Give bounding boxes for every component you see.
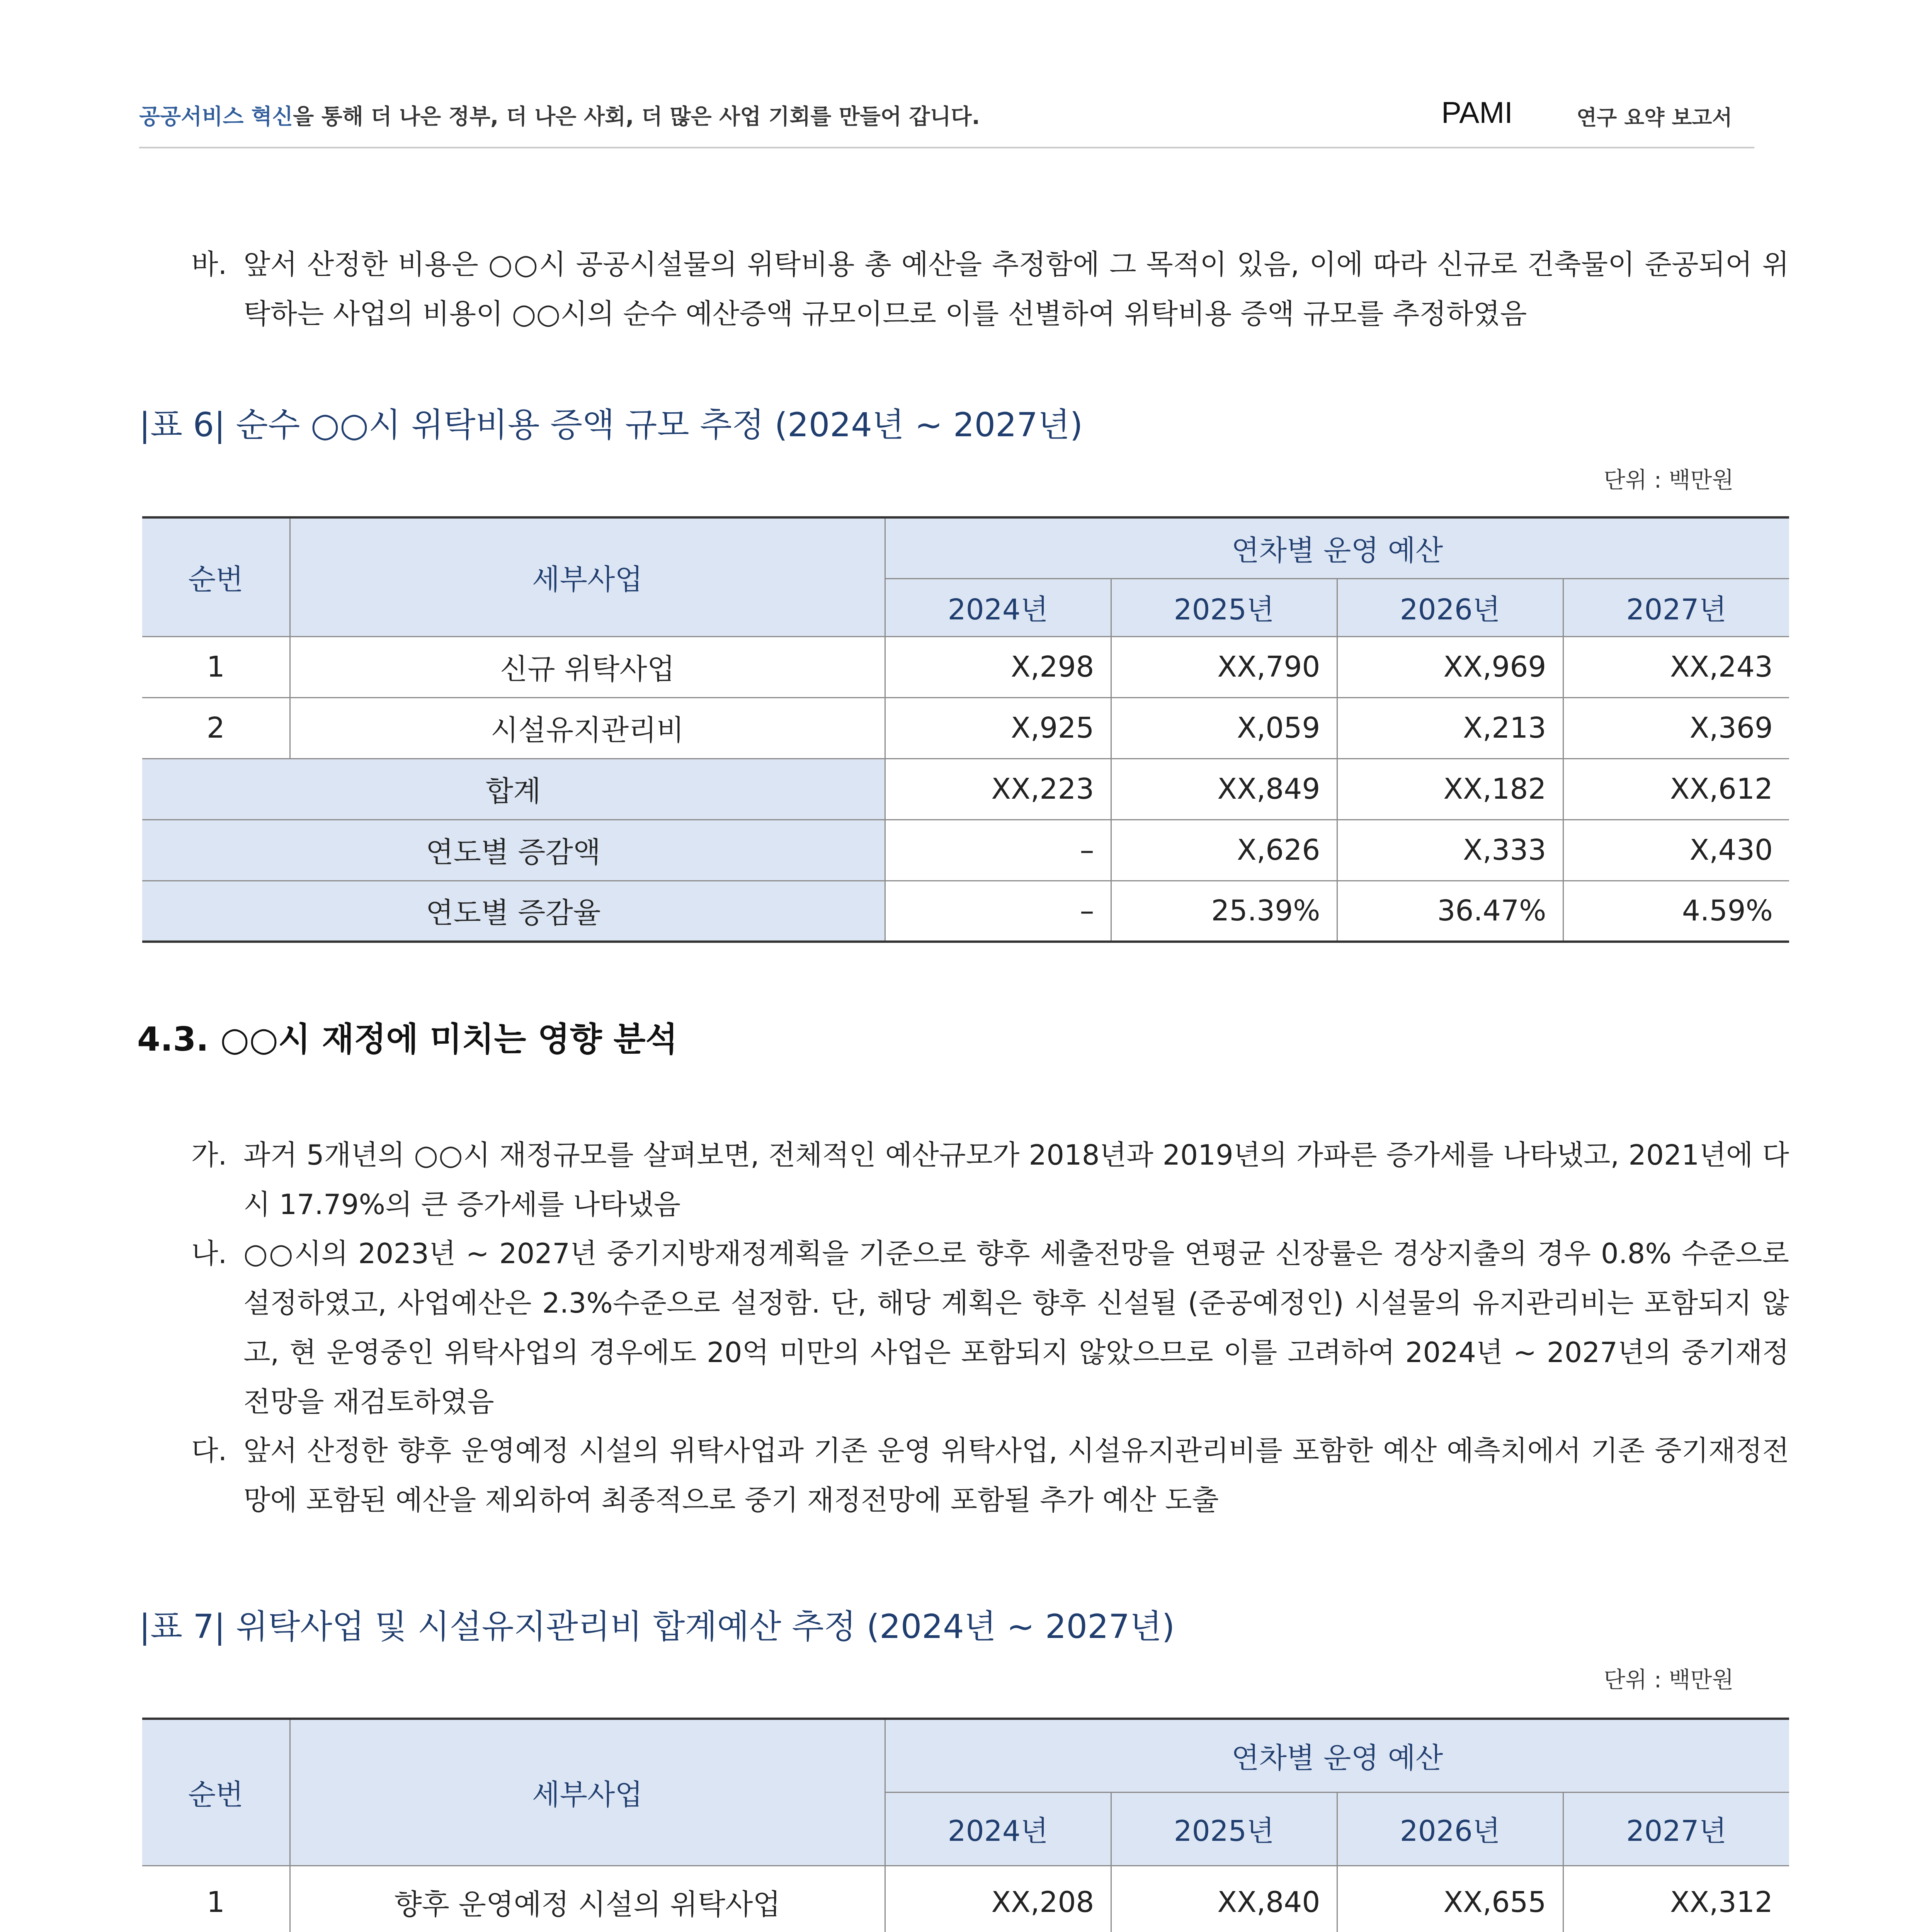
paragraph-marker: 다. bbox=[191, 1434, 227, 1467]
cell-value: X,925 bbox=[885, 697, 1111, 759]
cell-value: XX,223 bbox=[885, 759, 1111, 820]
paragraph-marker: 바. bbox=[191, 248, 227, 281]
cell-value: X,059 bbox=[1111, 697, 1337, 759]
col-header-item: 세부사업 bbox=[290, 1719, 885, 1866]
col-header-year: 2027년 bbox=[1563, 1792, 1789, 1866]
paragraph-marker: 나. bbox=[191, 1237, 227, 1270]
paragraph-marker: 가. bbox=[191, 1139, 227, 1171]
cell-value: XX,849 bbox=[1111, 759, 1337, 820]
slogan-highlight: 공공서비스 혁신 bbox=[139, 104, 293, 129]
table7 bbox=[142, 1718, 1789, 1932]
paragraph-text: 앞서 산정한 향후 운영예정 시설의 위탁사업과 기존 운영 위탁사업, 시설유지관리비를 포함한 예산 예측치에서 기존 중기재정전망에 포함된 예산을 제외하여 최종적으로 중기 재정전망에 포함될 추가 예산 도출 bbox=[243, 1434, 1789, 1516]
paragraph-ba bbox=[191, 240, 1806, 344]
table6 bbox=[142, 516, 1789, 943]
col-header-group: 연차별 운영 예산 bbox=[885, 517, 1789, 578]
col-header-item: 세부사업 bbox=[290, 517, 885, 636]
cell-no: 2 bbox=[142, 697, 290, 759]
col-header-year: 2025년 bbox=[1111, 1792, 1337, 1866]
cell-no: 1 bbox=[142, 636, 290, 697]
col-header-year: 2024년 bbox=[885, 578, 1111, 636]
cell-item: 신규 위탁사업 bbox=[290, 636, 885, 697]
cell-value: XX,182 bbox=[1337, 759, 1563, 820]
cell-value: – bbox=[885, 820, 1111, 881]
paragraph-ga bbox=[191, 1130, 1806, 1235]
paragraph-text: ○○시의 2023년 ~ 2027년 중기지방재정계획을 기준으로 향후 세출전망을 연평균 신장률은 경상지출의 경우 0.8% 수준으로 설정하였고, 사업예산은 2.3%수준으로 설정함. 단, 해당 계획은 향후 신설될 (준공예정인) 시설물의 유지관리비는 포함되지 않고, 현 운영중인 위탁사업의 경우에도 20억 미만의 사업은 포함되지 않았으므로 이를 고려하여 2024년 ~ 2027년의 중기재정전망을 재검토하였음 bbox=[243, 1237, 1789, 1418]
cell-total-label: 합계 bbox=[142, 759, 885, 820]
cell-value: XX,969 bbox=[1337, 636, 1563, 697]
table-row-change bbox=[142, 820, 1789, 881]
cell-value: 4.59% bbox=[1563, 881, 1789, 942]
cell-value: X,213 bbox=[1337, 697, 1563, 759]
table7-unit: 단위 : 백만원 bbox=[1604, 1667, 1734, 1693]
paragraph-text: 과거 5개년의 ○○시 재정규모를 살펴보면, 전체적인 예산규모가 2018년과 2019년의 가파른 증가세를 나타냈고, 2021년에 다시 17.79%의 큰 증가세를 나타냈음 bbox=[243, 1139, 1789, 1221]
cell-value: X,626 bbox=[1111, 820, 1337, 881]
col-header-year: 2026년 bbox=[1337, 578, 1563, 636]
cell-value: XX,655 bbox=[1337, 1866, 1563, 1932]
table6-caption: |표 6| 순수 ○○시 위탁비용 증액 규모 추정 (2024년 ~ 2027년) bbox=[139, 406, 1083, 444]
cell-value: 25.39% bbox=[1111, 881, 1337, 942]
col-header-no: 순번 bbox=[142, 1719, 290, 1866]
cell-value: XX,312 bbox=[1563, 1866, 1789, 1932]
cell-value: 36.47% bbox=[1337, 881, 1563, 942]
slogan-rest: 을 통해 더 나은 정부, 더 나은 사회, 더 많은 사업 기회를 만들어 갑니다. bbox=[293, 104, 980, 129]
col-header-year: 2027년 bbox=[1563, 578, 1789, 636]
cell-value: X,333 bbox=[1337, 820, 1563, 881]
col-header-year: 2026년 bbox=[1337, 1792, 1563, 1866]
cell-value: XX,612 bbox=[1563, 759, 1789, 820]
header-doc-type: 연구 요약 보고서 bbox=[1577, 105, 1732, 130]
col-header-no: 순번 bbox=[142, 517, 290, 636]
cell-value: XX,208 bbox=[885, 1866, 1111, 1932]
paragraph-na bbox=[191, 1229, 1806, 1430]
cell-value: X,430 bbox=[1563, 820, 1789, 881]
table-row bbox=[142, 697, 1789, 759]
table-row-total bbox=[142, 759, 1789, 820]
cell-change-label: 연도별 증감액 bbox=[142, 820, 885, 881]
cell-no: 1 bbox=[142, 1866, 290, 1932]
cell-item: 시설유지관리비 bbox=[290, 697, 885, 759]
cell-value: – bbox=[885, 881, 1111, 942]
table-row bbox=[142, 1866, 1789, 1932]
header-slogan bbox=[139, 100, 980, 131]
col-header-year: 2024년 bbox=[885, 1792, 1111, 1866]
table-row bbox=[142, 636, 1789, 697]
cell-item: 향후 운영예정 시설의 위탁사업 bbox=[290, 1866, 885, 1932]
table-row-rate bbox=[142, 881, 1789, 942]
cell-rate-label: 연도별 증감율 bbox=[142, 881, 885, 942]
cell-value: X,298 bbox=[885, 636, 1111, 697]
section-heading: 4.3. ○○시 재정에 미치는 영향 분석 bbox=[137, 1020, 678, 1059]
col-header-group: 연차별 운영 예산 bbox=[885, 1719, 1789, 1792]
table6-unit: 단위 : 백만원 bbox=[1604, 467, 1734, 493]
cell-value: X,369 bbox=[1563, 697, 1789, 759]
paragraph-text: 앞서 산정한 비용은 ○○시 공공시설물의 위탁비용 총 예산을 추정함에 그 목적이 있음, 이에 따라 신규로 건축물이 준공되어 위탁하는 사업의 비용이 ○○시의 순수 예산증액 규모이므로 이를 선별하여 위탁비용 증액 규모를 추정하였음 bbox=[243, 248, 1789, 330]
header-brand: PAMI bbox=[1441, 95, 1513, 129]
cell-value: XX,243 bbox=[1563, 636, 1789, 697]
page-header bbox=[139, 93, 1754, 148]
cell-value: XX,790 bbox=[1111, 636, 1337, 697]
col-header-year: 2025년 bbox=[1111, 578, 1337, 636]
table7-caption: |표 7| 위탁사업 및 시설유지관리비 합계예산 추정 (2024년 ~ 2027년) bbox=[139, 1607, 1175, 1646]
cell-value: XX,840 bbox=[1111, 1866, 1337, 1932]
paragraph-da bbox=[191, 1426, 1806, 1530]
